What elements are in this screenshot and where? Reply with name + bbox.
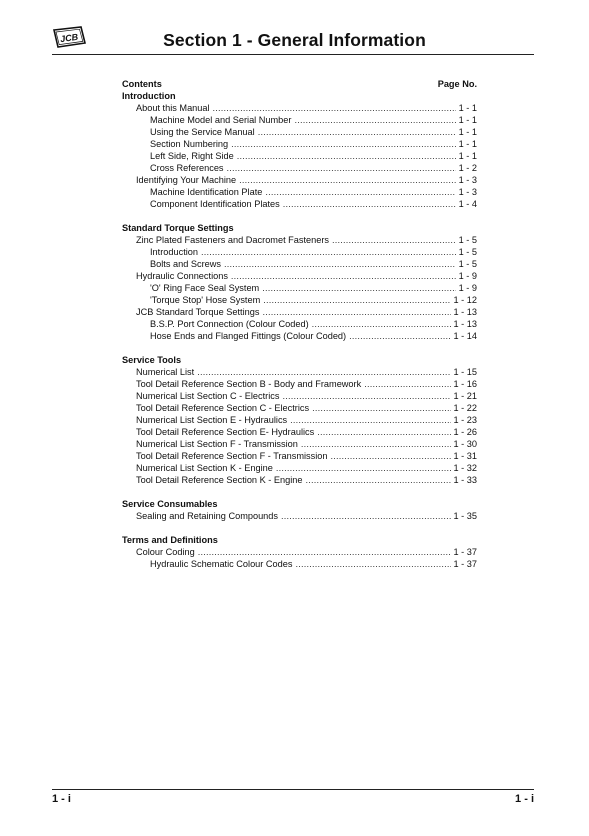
toc-entry-page: 1 - 9	[458, 271, 477, 281]
contents-label: Contents	[122, 79, 162, 89]
toc-entry-text: Sealing and Retaining Compounds	[136, 511, 278, 521]
dot-leader	[281, 510, 451, 522]
dot-leader	[282, 390, 450, 402]
toc-entry[interactable]	[122, 390, 477, 402]
toc-section	[122, 90, 477, 210]
toc-entry-page: 1 - 4	[458, 199, 477, 209]
toc-entry-text: Tool Detail Reference Section E- Hydraulics	[136, 427, 315, 437]
toc-entry-page: 1 - 22	[453, 403, 477, 413]
dot-leader	[312, 402, 450, 414]
toc-entry-page: 1 - 35	[453, 511, 477, 521]
toc-entry-text: Left Side, Right Side	[150, 151, 234, 161]
toc-entry[interactable]	[122, 126, 477, 138]
dot-leader	[262, 306, 450, 318]
dot-leader	[262, 282, 455, 294]
toc-entry-page: 1 - 32	[453, 463, 477, 473]
toc-entry[interactable]	[122, 378, 477, 390]
toc-entry-text: About this Manual	[136, 103, 210, 113]
toc-entry[interactable]	[122, 402, 477, 414]
toc-entry-page: 1 - 33	[453, 475, 477, 485]
toc-entry[interactable]	[122, 546, 477, 558]
toc-entry-page: 1 - 3	[458, 187, 477, 197]
page-number-label: Page No.	[437, 79, 477, 89]
toc-entry-page: 1 - 5	[458, 235, 477, 245]
toc-entry-text: Numerical List Section F - Transmission	[136, 439, 298, 449]
toc-entry-text: Numerical List Section C - Electrics	[136, 391, 280, 401]
toc-entry-page: 1 - 5	[458, 259, 477, 269]
toc-entry[interactable]	[122, 246, 477, 258]
toc-entry-text: Numerical List Section E - Hydraulics	[136, 415, 288, 425]
dot-leader	[239, 174, 455, 186]
dot-leader	[231, 138, 455, 150]
table-of-contents	[122, 78, 477, 582]
dot-leader	[197, 366, 450, 378]
dot-leader	[317, 426, 450, 438]
toc-entry-page: 1 - 37	[453, 559, 477, 569]
header-rule	[52, 54, 534, 55]
dot-leader	[224, 258, 456, 270]
toc-section	[122, 534, 477, 570]
page-title: Section 1 - General Information	[163, 30, 426, 50]
toc-entry-page: 1 - 9	[458, 283, 477, 293]
toc-entry[interactable]	[122, 306, 477, 318]
footer-rule	[52, 789, 534, 790]
toc-section-title: Introduction	[122, 91, 176, 101]
toc-entry-text: Tool Detail Reference Section C - Electrics	[136, 403, 310, 413]
toc-entry[interactable]	[122, 198, 477, 210]
toc-entry[interactable]	[122, 330, 477, 342]
toc-entry-page: 1 - 37	[453, 547, 477, 557]
toc-entry-text: Using the Service Manual	[150, 127, 255, 137]
dot-leader	[290, 414, 450, 426]
toc-entry[interactable]	[122, 174, 477, 186]
toc-entry-text: Hose Ends and Flanged Fittings (Colour Coded)	[150, 331, 347, 341]
toc-section-title: Service Consumables	[122, 499, 218, 509]
toc-entry[interactable]	[122, 450, 477, 462]
toc-entry-page: 1 - 2	[458, 163, 477, 173]
toc-section	[122, 222, 477, 342]
toc-header	[122, 78, 477, 90]
toc-entry-page: 1 - 16	[453, 379, 477, 389]
toc-entry-text: Tool Detail Reference Section K - Engine	[136, 475, 303, 485]
dot-leader	[237, 150, 456, 162]
dot-leader	[312, 318, 451, 330]
toc-entry-page: 1 - 26	[453, 427, 477, 437]
dot-leader	[213, 102, 456, 114]
toc-entry-page: 1 - 14	[453, 331, 477, 341]
dot-leader	[330, 450, 450, 462]
toc-entry[interactable]	[122, 294, 477, 306]
dot-leader	[295, 558, 450, 570]
toc-entry[interactable]	[122, 426, 477, 438]
toc-entry-text: 'O' Ring Face Seal System	[150, 283, 260, 293]
footer-page-right: 1 - i	[515, 793, 534, 805]
toc-entry-text: Introduction	[150, 247, 199, 257]
toc-entry-page: 1 - 1	[458, 127, 477, 137]
toc-entry[interactable]	[122, 414, 477, 426]
toc-entry-text: Cross References	[150, 163, 224, 173]
toc-entry[interactable]	[122, 114, 477, 126]
dot-leader	[263, 294, 450, 306]
toc-section	[122, 354, 477, 486]
dot-leader	[265, 186, 455, 198]
toc-entry-text: JCB Standard Torque Settings	[136, 307, 260, 317]
toc-entry-text: Numerical List Section K - Engine	[136, 463, 273, 473]
toc-entry-text: B.S.P. Port Connection (Colour Coded)	[150, 319, 309, 329]
toc-entry-page: 1 - 13	[453, 319, 477, 329]
dot-leader	[306, 474, 451, 486]
dot-leader	[294, 114, 455, 126]
logo-text: JCB	[59, 31, 79, 45]
dot-leader	[258, 126, 456, 138]
toc-entry-page: 1 - 1	[458, 139, 477, 149]
toc-entry[interactable]	[122, 510, 477, 522]
toc-entry[interactable]	[122, 462, 477, 474]
dot-leader	[301, 438, 451, 450]
toc-entry-text: Hydraulic Schematic Colour Codes	[150, 559, 293, 569]
toc-section-title: Terms and Definitions	[122, 535, 218, 545]
toc-entry[interactable]	[122, 102, 477, 114]
toc-entry[interactable]	[122, 282, 477, 294]
toc-entry-text: Hydraulic Connections	[136, 271, 228, 281]
toc-entry[interactable]	[122, 162, 477, 174]
toc-entry[interactable]	[122, 186, 477, 198]
toc-entry-page: 1 - 13	[453, 307, 477, 317]
toc-entry-page: 1 - 23	[453, 415, 477, 425]
footer-page-left: 1 - i	[52, 793, 71, 805]
toc-entry-text: Machine Model and Serial Number	[150, 115, 292, 125]
toc-entry[interactable]	[122, 318, 477, 330]
toc-section	[122, 498, 477, 522]
toc-entry[interactable]	[122, 270, 477, 282]
toc-entry-page: 1 - 3	[458, 175, 477, 185]
toc-entry-text: 'Torque Stop' Hose System	[150, 295, 261, 305]
dot-leader	[198, 546, 451, 558]
toc-entry[interactable]	[122, 150, 477, 162]
dot-leader	[349, 330, 450, 342]
dot-leader	[201, 246, 456, 258]
toc-entry-page: 1 - 1	[458, 103, 477, 113]
toc-entry[interactable]	[122, 234, 477, 246]
toc-entry-page: 1 - 1	[458, 151, 477, 161]
toc-entry-text: Component Identification Plates	[150, 199, 280, 209]
toc-entry-text: Identifying Your Machine	[136, 175, 237, 185]
toc-entry-text: Colour Coding	[136, 547, 195, 557]
dot-leader	[276, 462, 451, 474]
toc-entry-page: 1 - 15	[453, 367, 477, 377]
toc-entry-text: Zinc Plated Fasteners and Dacromet Fasteners	[136, 235, 330, 245]
toc-entry[interactable]	[122, 138, 477, 150]
toc-entry-page: 1 - 1	[458, 115, 477, 125]
dot-leader	[227, 162, 456, 174]
toc-section-title: Standard Torque Settings	[122, 223, 234, 233]
dot-leader	[364, 378, 450, 390]
toc-entry-text: Section Numbering	[150, 139, 229, 149]
toc-entry-text: Tool Detail Reference Section B - Body and Framework	[136, 379, 362, 389]
toc-entry-page: 1 - 30	[453, 439, 477, 449]
toc-entry[interactable]	[122, 366, 477, 378]
toc-entry-page: 1 - 5	[458, 247, 477, 257]
toc-entry[interactable]	[122, 258, 477, 270]
toc-entry-page: 1 - 31	[453, 451, 477, 461]
dot-leader	[332, 234, 456, 246]
dot-leader	[283, 198, 456, 210]
toc-entry-page: 1 - 12	[453, 295, 477, 305]
toc-entry-text: Numerical List	[136, 367, 195, 377]
dot-leader	[231, 270, 456, 282]
toc-entry[interactable]	[122, 558, 477, 570]
toc-entry-text: Bolts and Screws	[150, 259, 221, 269]
toc-entry[interactable]	[122, 474, 477, 486]
toc-entry-text: Machine Identification Plate	[150, 187, 263, 197]
toc-entry-page: 1 - 21	[453, 391, 477, 401]
toc-entry-text: Tool Detail Reference Section F - Transmission	[136, 451, 328, 461]
toc-section-title: Service Tools	[122, 355, 182, 365]
toc-entry[interactable]	[122, 438, 477, 450]
